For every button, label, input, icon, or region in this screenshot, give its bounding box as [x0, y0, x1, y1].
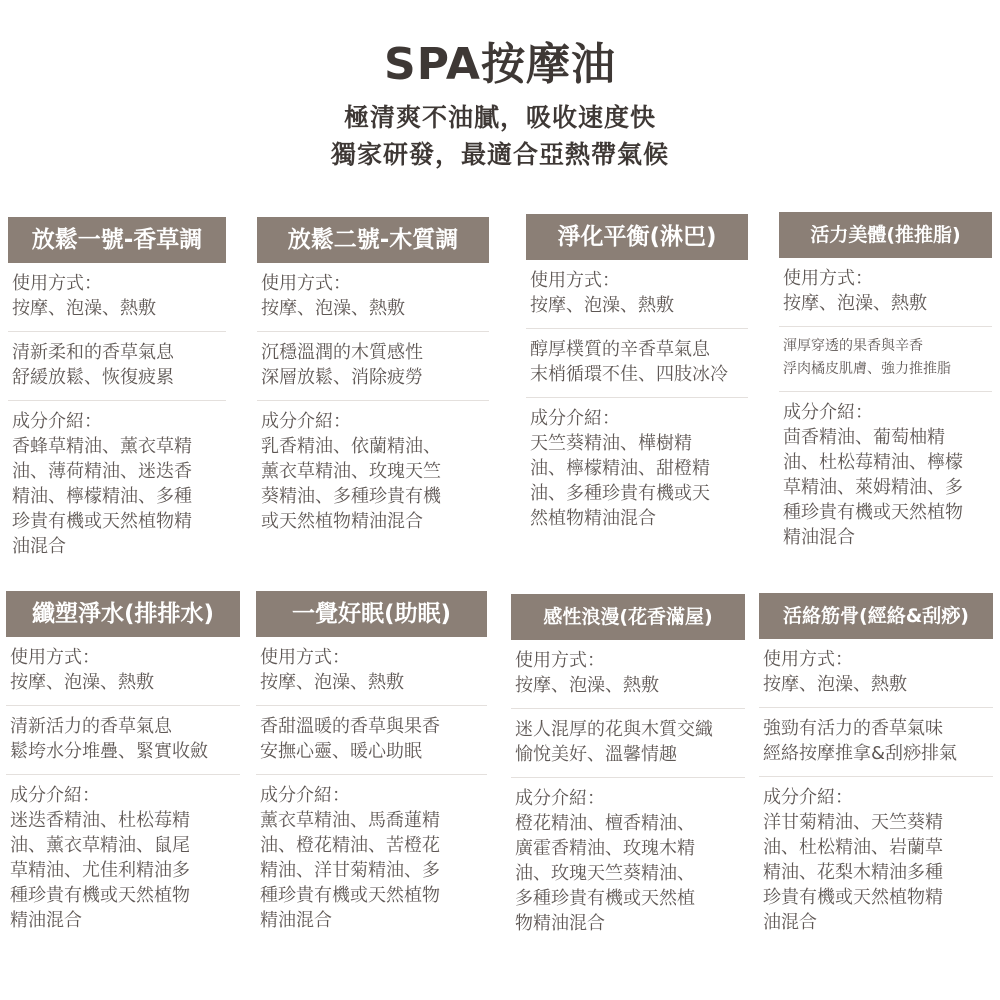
description-section [8, 332, 226, 401]
description-line: 清新柔和的香草氣息 [12, 342, 174, 363]
usage-text: 按摩、泡澡、熱敷 [12, 298, 156, 319]
usage-section [8, 263, 226, 332]
ingredients-section [6, 775, 240, 943]
ingredients-line: 油、杜松精油、岩蘭草 [763, 837, 943, 858]
card-title: 感性浪漫(花香滿屋) [511, 594, 745, 640]
ingredients-section [779, 392, 992, 560]
ingredients-line: 精油、洋甘菊精油、多 [260, 860, 440, 881]
ingredients-section [511, 778, 745, 946]
ingredients-line: 茴香精油、葡萄柚精 [783, 427, 945, 448]
ingredients-label: 成分介紹： [12, 411, 102, 432]
description-line: 渾厚穿透的果香與辛香 [783, 338, 923, 354]
description-section [6, 706, 240, 775]
ingredients-line: 草精油、萊姆精油、多 [783, 477, 963, 498]
description-line: 末梢循環不佳、四肢冰冷 [530, 364, 728, 385]
ingredients-section [759, 777, 993, 945]
description-line: 經絡按摩推拿&刮痧排氣 [763, 743, 958, 764]
usage-label: 使用方式： [783, 268, 873, 289]
ingredients-line: 葵精油、多種珍貴有機 [261, 486, 441, 507]
usage-text: 按摩、泡澡、熱敷 [783, 293, 927, 314]
ingredients-line: 油、檸檬精油、甜橙精 [530, 458, 710, 479]
description-section [257, 332, 489, 401]
product-card-slim [6, 591, 240, 943]
ingredients-line: 精油、檸檬精油、多種 [12, 486, 192, 507]
description-line: 深層放鬆、消除疲勞 [261, 367, 423, 388]
subtitle-line-2: 獨家研發，最適合亞熱帶氣候 [330, 140, 669, 169]
ingredients-label: 成分介紹： [530, 408, 620, 429]
card-title: 一覺好眠(助眠) [256, 591, 487, 637]
ingredients-line: 精油混合 [783, 527, 855, 548]
description-line: 沉穩溫潤的木質感性 [261, 342, 423, 363]
usage-label: 使用方式： [261, 273, 351, 294]
ingredients-section [257, 401, 489, 544]
usage-label: 使用方式： [260, 647, 350, 668]
description-line: 愉悅美好、溫馨情趣 [515, 744, 677, 765]
ingredients-line: 薰衣草精油、玫瑰天竺 [261, 461, 441, 482]
ingredients-line: 油混合 [12, 536, 66, 557]
ingredients-line: 油、薄荷精油、迷迭香 [12, 461, 192, 482]
subtitle-line-1: 極清爽不油膩，吸收速度快 [343, 103, 656, 132]
usage-section [526, 260, 748, 329]
ingredients-label: 成分介紹： [261, 411, 351, 432]
card-title: 放鬆二號-木質調 [257, 217, 489, 263]
description-section [759, 708, 993, 777]
usage-label: 使用方式： [12, 273, 102, 294]
usage-label: 使用方式： [763, 649, 853, 670]
ingredients-line: 草精油、尤佳利精油多 [10, 860, 190, 881]
usage-section [779, 258, 992, 327]
description-section [779, 327, 992, 392]
card-title: 淨化平衡(淋巴) [526, 214, 748, 260]
card-title: 活絡筋骨(經絡&刮痧) [759, 593, 993, 639]
description-line: 安撫心靈、暖心助眠 [260, 741, 422, 762]
ingredients-label: 成分介紹： [260, 785, 350, 806]
ingredients-line: 種珍貴有機或天然植物 [783, 502, 963, 523]
ingredients-line: 洋甘菊精油、天竺葵精 [763, 812, 943, 833]
ingredients-line: 油、橙花精油、苦橙花 [260, 835, 440, 856]
product-card-lymph [526, 214, 748, 541]
ingredients-label: 成分介紹： [763, 787, 853, 808]
ingredients-line: 精油、花梨木精油多種 [763, 862, 943, 883]
description-section [511, 709, 745, 778]
usage-label: 使用方式： [530, 270, 620, 291]
ingredients-line: 迷迭香精油、杜松莓精 [10, 810, 190, 831]
usage-label: 使用方式： [10, 647, 100, 668]
page-title: SPA按摩油 [384, 39, 616, 90]
usage-text: 按摩、泡澡、熱敷 [763, 674, 907, 695]
ingredients-line: 香蜂草精油、薰衣草精 [12, 436, 192, 457]
product-card-romance [511, 594, 745, 946]
ingredients-line: 油、杜松莓精油、檸檬 [783, 452, 963, 473]
ingredients-label: 成分介紹： [783, 402, 873, 423]
ingredients-line: 乳香精油、依蘭精油、 [261, 436, 441, 457]
usage-text: 按摩、泡澡、熱敷 [261, 298, 405, 319]
description-line: 舒緩放鬆、恢復疲累 [12, 367, 174, 388]
ingredients-line: 多種珍貴有機或天然植 [515, 888, 695, 909]
usage-text: 按摩、泡澡、熱敷 [530, 295, 674, 316]
ingredients-line: 精油混合 [260, 910, 332, 931]
ingredients-line: 珍貴有機或天然植物精 [12, 511, 192, 532]
description-line: 浮肉橘皮肌膚、強力推推脂 [783, 361, 951, 377]
description-line: 清新活力的香草氣息 [10, 716, 172, 737]
ingredients-section [526, 398, 748, 541]
ingredients-line: 薰衣草精油、馬喬蓮精 [260, 810, 440, 831]
usage-section [6, 637, 240, 706]
description-section [526, 329, 748, 398]
ingredients-line: 廣霍香精油、玫瑰木精 [515, 838, 695, 859]
ingredients-line: 橙花精油、檀香精油、 [515, 813, 695, 834]
description-line: 迷人混厚的花與木質交織 [515, 719, 713, 740]
description-line: 醇厚樸質的辛香草氣息 [530, 339, 710, 360]
product-card-relax-2 [257, 217, 489, 544]
usage-section [759, 639, 993, 708]
usage-section [256, 637, 487, 706]
ingredients-line: 油、薰衣草精油、鼠尾 [10, 835, 190, 856]
usage-text: 按摩、泡澡、熱敷 [515, 675, 659, 696]
usage-text: 按摩、泡澡、熱敷 [10, 672, 154, 693]
ingredients-line: 天竺葵精油、樺樹精 [530, 433, 692, 454]
ingredients-label: 成分介紹： [515, 788, 605, 809]
ingredients-label: 成分介紹： [10, 785, 100, 806]
ingredients-line: 油混合 [763, 912, 817, 933]
ingredients-line: 或天然植物精油混合 [261, 511, 423, 532]
product-card-sleep [256, 591, 487, 943]
ingredients-line: 珍貴有機或天然植物精 [763, 887, 943, 908]
usage-text: 按摩、泡澡、熱敷 [260, 672, 404, 693]
ingredients-line: 油、玫瑰天竺葵精油、 [515, 863, 695, 884]
description-line: 強勁有活力的香草氣味 [763, 718, 943, 739]
ingredients-line: 種珍貴有機或天然植物 [260, 885, 440, 906]
ingredients-line: 種珍貴有機或天然植物 [10, 885, 190, 906]
product-card-vitality [779, 212, 992, 560]
description-line: 香甜溫暖的香草與果香 [260, 716, 440, 737]
ingredients-section [8, 401, 226, 569]
ingredients-line: 精油混合 [10, 910, 82, 931]
usage-section [257, 263, 489, 332]
ingredients-line: 油、多種珍貴有機或天 [530, 483, 710, 504]
product-card-relax-1 [8, 217, 226, 569]
usage-label: 使用方式： [515, 650, 605, 671]
description-section [256, 706, 487, 775]
ingredients-section [256, 775, 487, 943]
ingredients-line: 物精油混合 [515, 913, 605, 934]
product-card-meridian [759, 593, 993, 945]
description-line: 鬆垮水分堆疊、緊實收斂 [10, 741, 208, 762]
ingredients-line: 然植物精油混合 [530, 508, 656, 529]
card-title: 活力美體(推推脂) [779, 212, 992, 258]
usage-section [511, 640, 745, 709]
card-title: 纖塑淨水(排排水) [6, 591, 240, 637]
card-title: 放鬆一號-香草調 [8, 217, 226, 263]
